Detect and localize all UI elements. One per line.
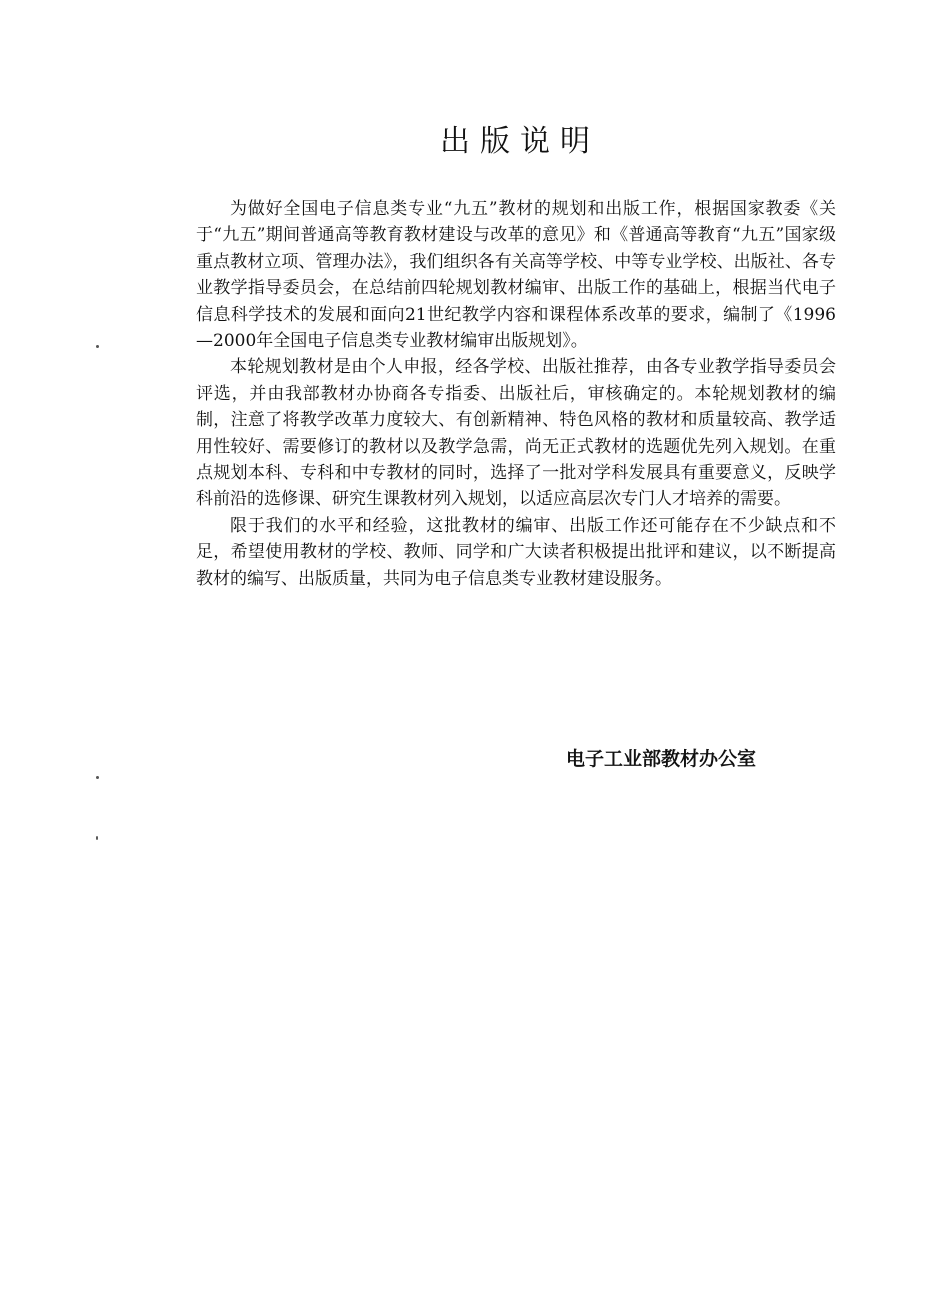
paragraph-1: 为做好全国电子信息类专业“九五”教材的规划和出版工作，根据国家教委《关于“九五”期间普通高等教育教材建设与改革的意见》和《普通高等教育“九五”国家级重点教材立项、管理办法》，我们组织各有关高等学校、中等专业学校、出版社、各专业教学指导委员会，在总结前四轮规划教材编审、出版工作的基础上，根据当代电子信息科学技术的发展和面向21世纪教学内容和课程体系改革的要求，编制了《1996—2000年全国电子信息类专业教材编审出版规划》。 (196, 199, 836, 352)
scan-speck (96, 776, 99, 779)
paragraph-2: 本轮规划教材是由个人申报，经各学校、出版社推荐，由各专业教学指导委员会评选，并由我部教材办协商各专指委、出版社后，审核确定的。本轮规划教材的编制，注意了将教学改革力度较大、有创新精神、特色风格的教材和质量较高、教学适用性较好、需要修订的教材以及教学急需，尚无正式教材的选题优先列入规划。在重点规划本科、专科和中专教材的同时，选择了一批对学科发展具有重要意义，反映学科前沿的选修课、研究生课教材列入规划，以适应高层次专门人才培养的需要。 (196, 357, 836, 510)
scan-speck (96, 836, 98, 840)
signature: 电子工业部教材办公室 (566, 748, 757, 770)
body-text (196, 196, 836, 592)
paragraph-3: 限于我们的水平和经验，这批教材的编审、出版工作还可能存在不少缺点和不足，希望使用教材的学校、教师、同学和广大读者积极提出批评和建议，以不断提高教材的编写、出版质量，共同为电子信息类专业教材建设服务。 (196, 515, 836, 589)
scan-speck (96, 345, 99, 348)
page-title: 出版说明 (440, 124, 600, 159)
